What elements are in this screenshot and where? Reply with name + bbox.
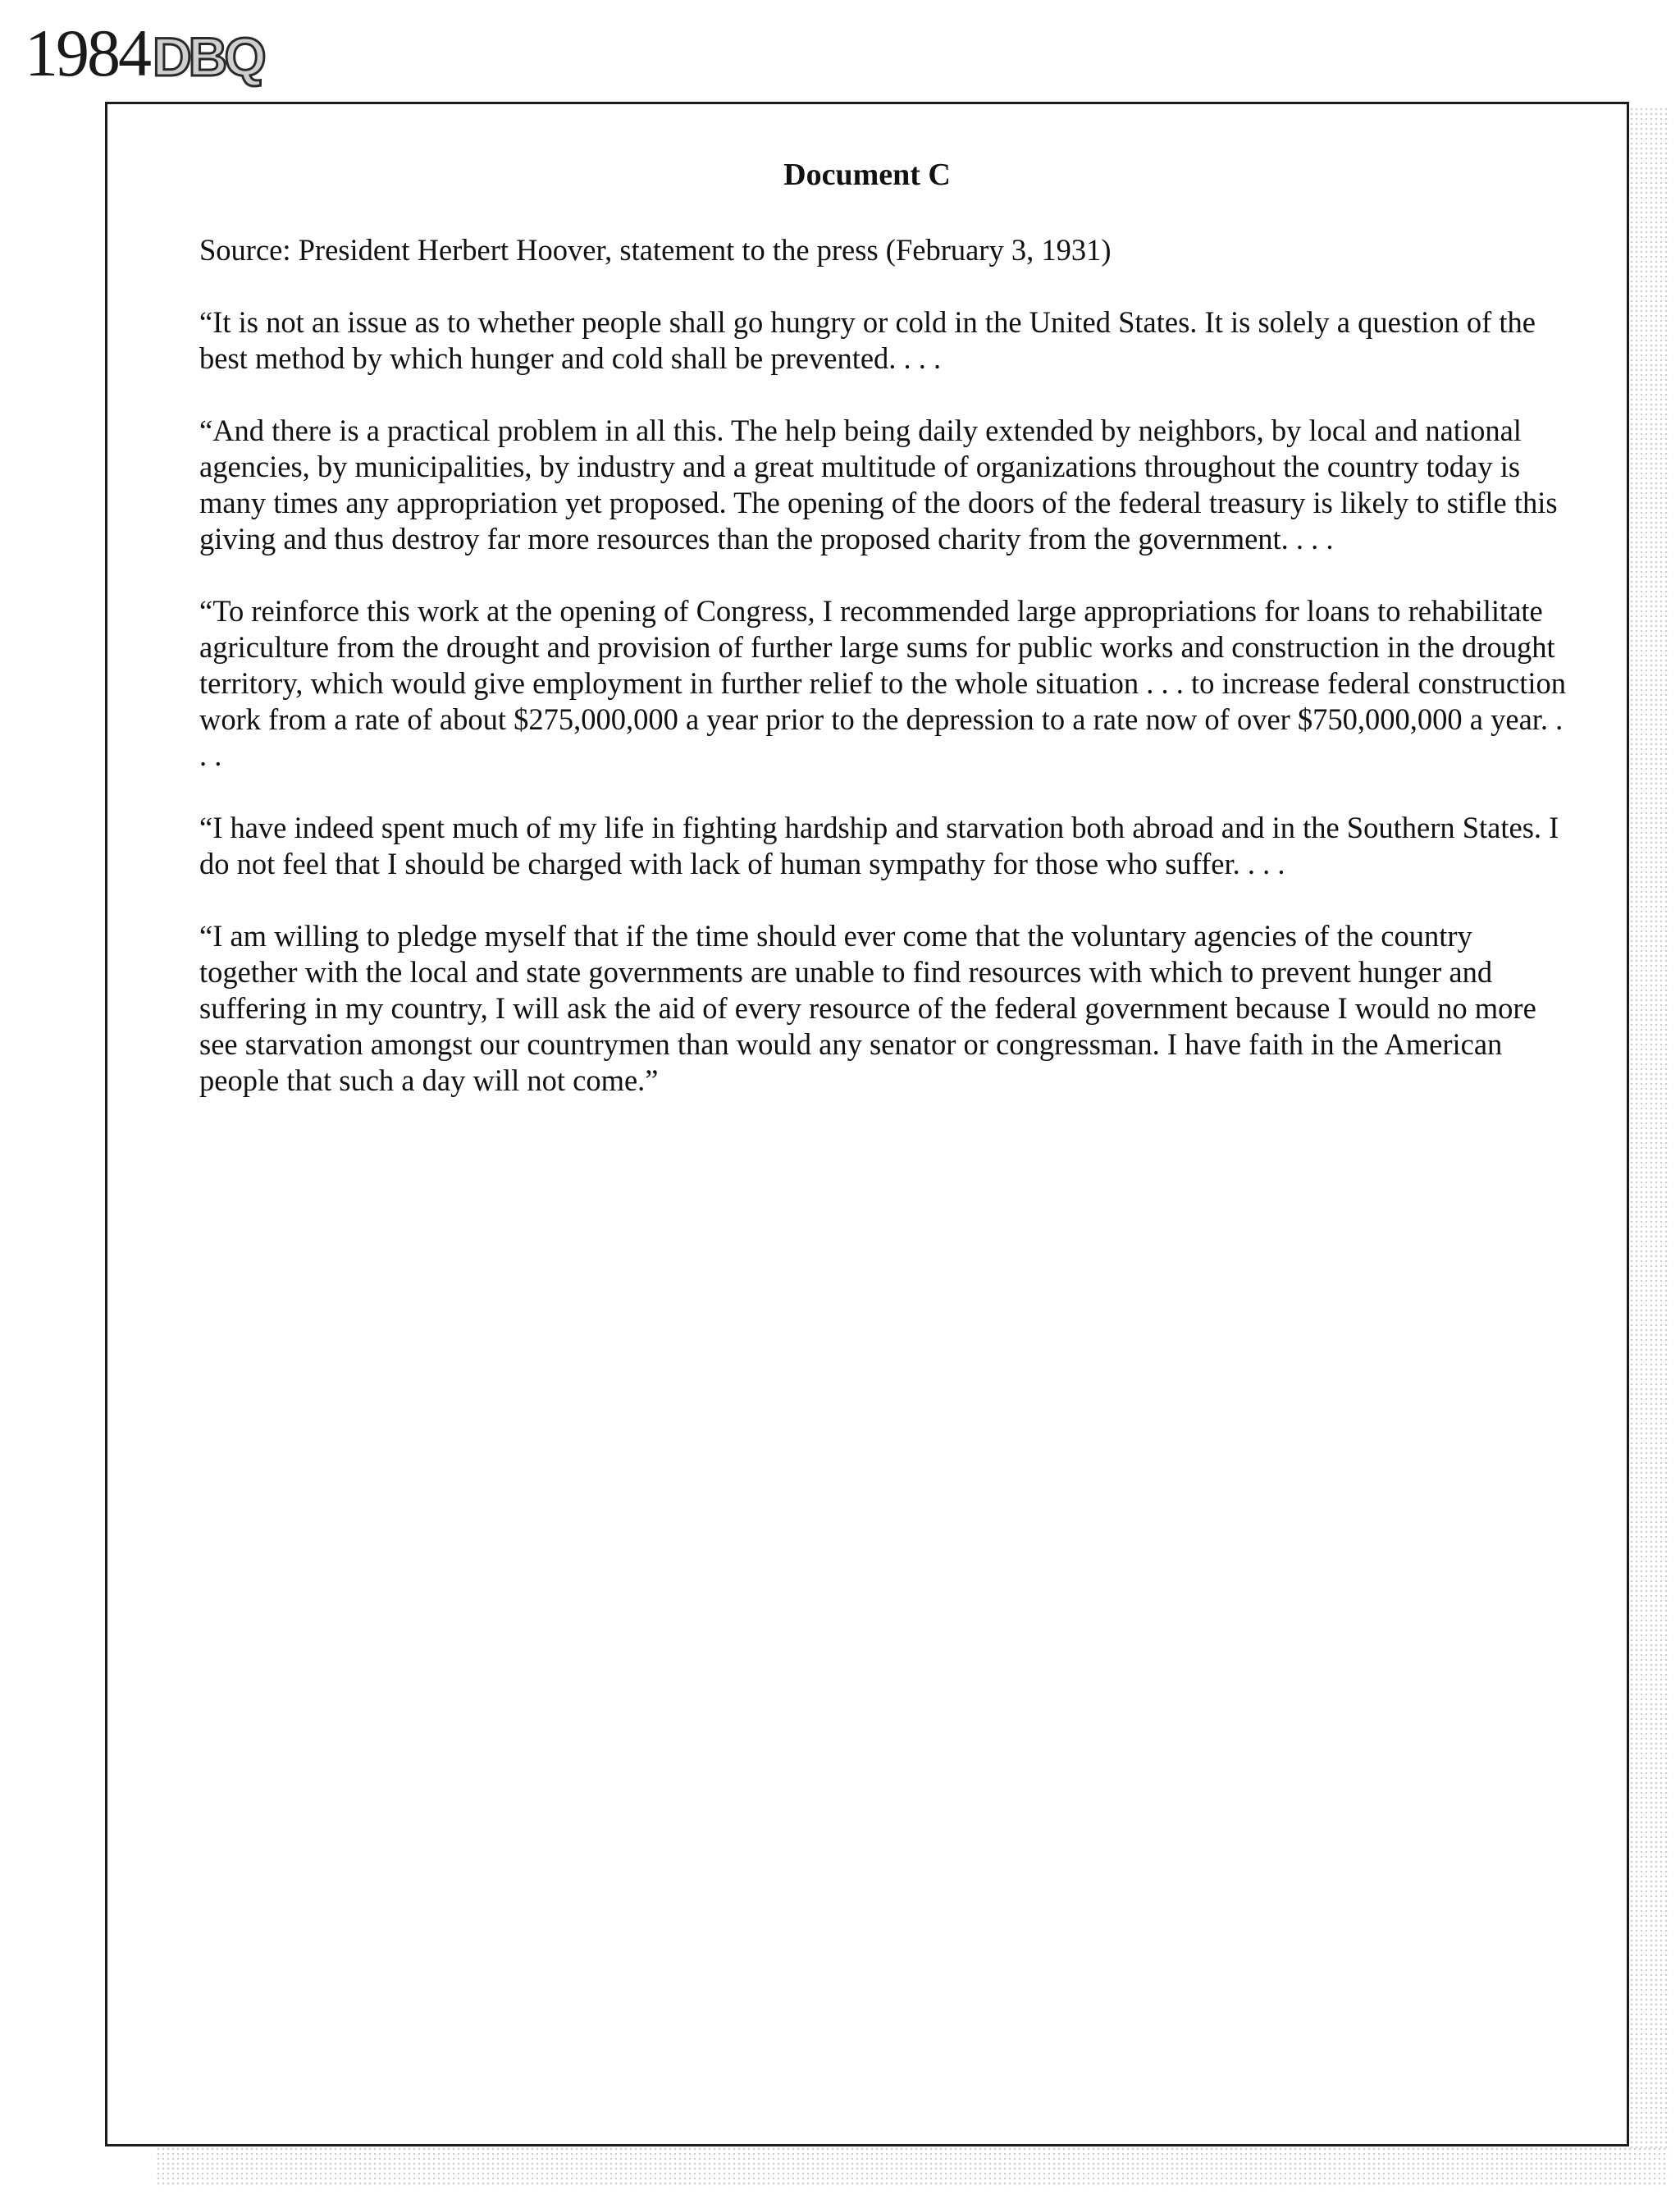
quote-paragraph-5: “I am willing to pledge myself that if the time should ever come that the voluntary agencies of the country together with the local and state governments are unable to find resources with which to prevent hunger and suffering in my country, I will ask the aid of every resource of the federal government because I would no more see starvation amongst our countrymen than would any senator or congressman. I have faith in the American people that such a day will not come.” — [199, 919, 1536, 1097]
header-year: 1984 — [25, 16, 149, 90]
quote-paragraph-3: “To reinforce this work at the opening of Congress, I recommended large appropriations for loans to rehabilitate agriculture from the drought and provision of further large sums for public works and construction in the drought territory, which would give employment in further relief to the whole situation . . . to increase federal construction work from a rate of about $275,000,000 a year prior to the depression to a rate now of over $750,000,000 a year. . . . — [199, 594, 1566, 772]
frame-shadow-bottom — [156, 2146, 1669, 2188]
page-header — [25, 15, 263, 92]
document-title: Document C — [783, 158, 951, 192]
quote-paragraph-1: “It is not an issue as to whether people shall go hungry or cold in the United States. It is solely a question of the best method by which hunger and cold shall be prevented. . . . — [199, 305, 1536, 375]
quote-paragraph-2: “And there is a practical problem in all this. The help being daily extended by neighbors, by local and national agencies, by municipalities, by industry and a great multitude of organizations throughout the country today is many times any appropriation yet proposed. The opening of the doors of the federal treasury is likely to stifle this giving and thus destroy far more resources than the proposed charity from the government. . . . — [199, 414, 1558, 555]
quote-paragraph-4: “I have indeed spent much of my life in fighting hardship and starvation both abroad and in the Southern States. I do not feel that I should be charged with lack of human sympathy for those who suffer. . . . — [199, 811, 1559, 880]
source-line: Source: President Herbert Hoover, statement to the press (February 3, 1931) — [199, 233, 1112, 267]
dbq-logo: DBQ — [153, 26, 263, 87]
document-body — [199, 232, 1577, 1135]
frame-shadow-right — [1629, 107, 1669, 2151]
document-frame — [105, 102, 1629, 2146]
